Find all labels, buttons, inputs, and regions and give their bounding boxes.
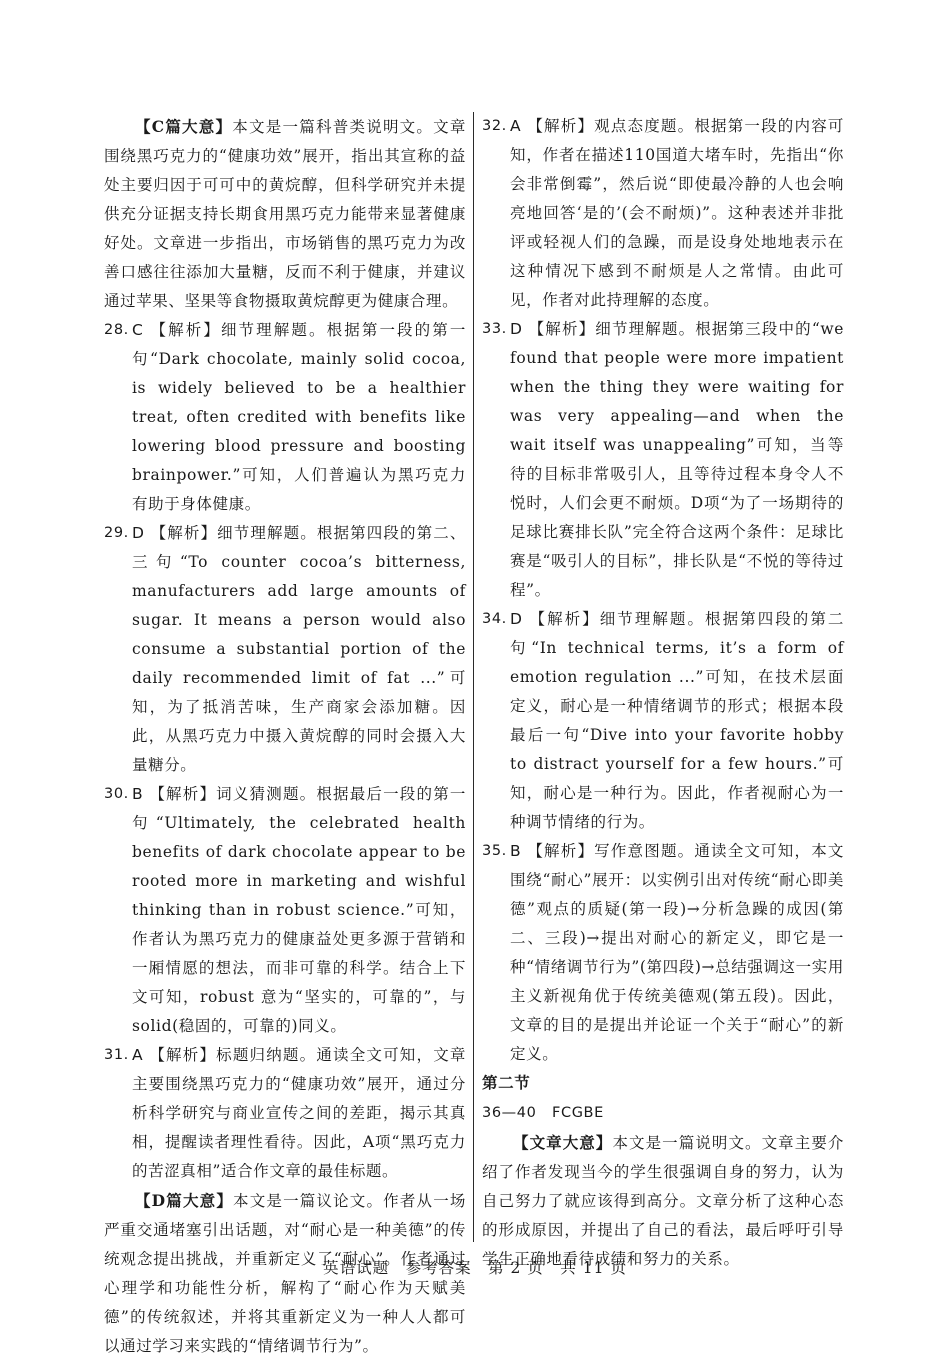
passage-d-text: 本文是一篇议论文。作者从一场严重交通堵塞引出话题，对“耐心是一种美德”的传统观念提出挑战，并重新定义了“耐心”。作者通过心理学和功能性分析，解构了“耐心作为天赋美德”的传统叙述，并将其重新定义为一种人人都可以通过学习来实践的“情绪调节行为”。 [104,1192,466,1355]
right-column [482,112,844,1274]
answer-item-33 [482,315,844,605]
item-explanation: 细节理解题。根据第一段的第一句“Dark chocolate, mainly solid cocoa, is widely believed to be a healthier treat, often credited with benefits like lowering blood pressure and boosting brainpower.”可知，人们普遍认为黑巧克力有助于身体健康。 [132,321,466,513]
item-number: 30. [104,786,129,802]
item-number: 31. [104,1047,129,1063]
item-tag: 【解析】 [528,320,596,338]
answer-item-31 [104,1041,466,1186]
item-explanation: 细节理解题。根据第四段的第二、三句“To counter cocoa’s bitterness, manufacturers add large amounts of sugar. It means a person would also consume a substantial portion of the daily recommended limit of fat ...”可知，为了抵消苦味，生产商家会添加糖。因此，从黑巧克力中摄入黄烷醇的同时会摄入大量糖分。 [132,524,466,774]
page-footer: 英语试题 参考答案 第 2 页 共 11 页 [323,1259,627,1277]
passage-c-text: 本文是一篇科普类说明文。文章围绕黑巧克力的“健康功效”展开，指出其宣称的益处主要归因于可可中的黄烷醇，但科学研究并未提供充分证据支持长期食用黑巧克力能带来显著健康好处。文章进一步指出，市场销售的黑巧克力为改善口感往往添加大量糖，反而不利于健康，并建议通过苹果、坚果等食物摄取黄烷醇更为健康合理。 [104,118,466,310]
item-tag: 【解析】 [529,610,600,628]
item-answer: C [132,321,144,339]
answer-key-range: 36—40 [482,1105,537,1121]
item-explanation: 观点态度题。根据第一段的内容可知，作者在描述110国道大堵车时，先指出“你会非常倒霉”，然后说“即使最冷静的人也会响亮地回答‘是的’(会不耐烦)”。这种表述并非批评或轻视人们的急躁，而是设身处地地表示在这种情况下感到不耐烦是人之常情。由此可见，作者对此持理解的态度。 [510,117,844,309]
item-tag: 【解析】 [149,1046,217,1064]
item-tag: 【解析】 [527,117,595,135]
passage-c-label: 【C篇大意】 [135,117,233,136]
item-answer: D [510,320,523,338]
answer-key-line [482,1098,844,1128]
answer-item-34 [482,605,844,837]
item-answer: A [132,1046,144,1064]
answer-item-28 [104,316,466,519]
item-tag: 【解析】 [150,524,218,542]
item-explanation: 写作意图题。通读全文可知，本文围绕“耐心”展开：以实例引出对传统“耐心即美德”观点的质疑(第一段)→分析急躁的成因(第二、三段)→提出对耐心的新定义，即它是一种“情绪调节行为”(第四段)→总结强调这一实用主义新视角优于传统美德观(第五段)。因此，文章的目的是提出并论证一个关于“耐心”的新定义。 [510,842,844,1063]
item-answer: B [132,785,144,803]
item-explanation: 标题归纳题。通读全文可知，文章主要围绕黑巧克力的“健康功效”展开，通过分析科学研究与商业宣传之间的差距，揭示其真相，提醒读者理性看待。因此，A项“黑巧克力的苦涩真相”适合作文章的最佳标题。 [132,1046,466,1180]
left-column [104,112,466,1361]
article-summary [482,1128,844,1274]
item-answer: D [510,610,523,628]
section-title: 第二节 [482,1074,531,1092]
item-number: 33. [482,321,507,337]
item-tag: 【解析】 [149,785,217,803]
passage-c-summary [104,112,466,316]
item-answer: A [510,117,522,135]
answer-item-32 [482,112,844,315]
column-divider [473,112,474,1242]
article-summary-text: 本文是一篇说明文。文章主要介绍了作者发现当今的学生很强调自身的努力，认为自己努力了就应该得到高分。文章分析了这种心态的形成原因，并提出了自己的看法，最后呼吁引导学生正确地看待成绩和努力的关系。 [482,1134,845,1268]
item-tag: 【解析】 [527,842,595,860]
item-number: 32. [482,118,507,134]
passage-d-label: 【D篇大意】 [135,1191,234,1210]
item-number: 34. [482,611,507,627]
answer-item-29 [104,519,466,780]
item-tag: 【解析】 [150,321,221,339]
answer-item-35 [482,837,844,1069]
item-answer: B [510,842,522,860]
item-explanation: 细节理解题。根据第三段中的“we found that people were more impatient when the thing they were waiting for was very appealing—and when the wait itself was unappealing”可知，当等待的目标非常吸引人，且等待过程本身令人不悦时，人们会更不耐烦。D项“为了一场期待的足球比赛排长队”完全符合这两个条件：足球比赛是“吸引人的目标”，排长队是“不悦的等待过程”。 [510,320,845,599]
item-number: 28. [104,322,129,338]
item-number: 35. [482,843,507,859]
item-number: 29. [104,525,129,541]
item-explanation: 词义猜测题。根据最后一段的第一句“Ultimately, the celebrated health benefits of dark chocolate appear to be rooted more in marketing and wishful thinking than in robust science.”可知，作者认为黑巧克力的健康益处更多源于营销和一厢情愿的想法，而非可靠的科学。结合上下文可知，robust 意为“坚实的，可靠的”，与 solid(稳固的，可靠的)同义。 [132,785,466,1035]
answer-item-30 [104,780,466,1041]
item-answer: D [132,524,145,542]
item-explanation: 细节理解题。根据第四段的第二句“In technical terms, it’s a form of emotion regulation ...”可知，在技术层面定义，耐心是一种情绪调节的形式；根据本段最后一句“Dive into your favorite hobby to distract yourself for a few hours.”可知，耐心是一种行为。因此，作者视耐心为一种调节情绪的行为。 [510,610,844,831]
answer-key-value: FCGBE [552,1105,604,1121]
article-summary-label: 【文章大意】 [513,1133,613,1152]
